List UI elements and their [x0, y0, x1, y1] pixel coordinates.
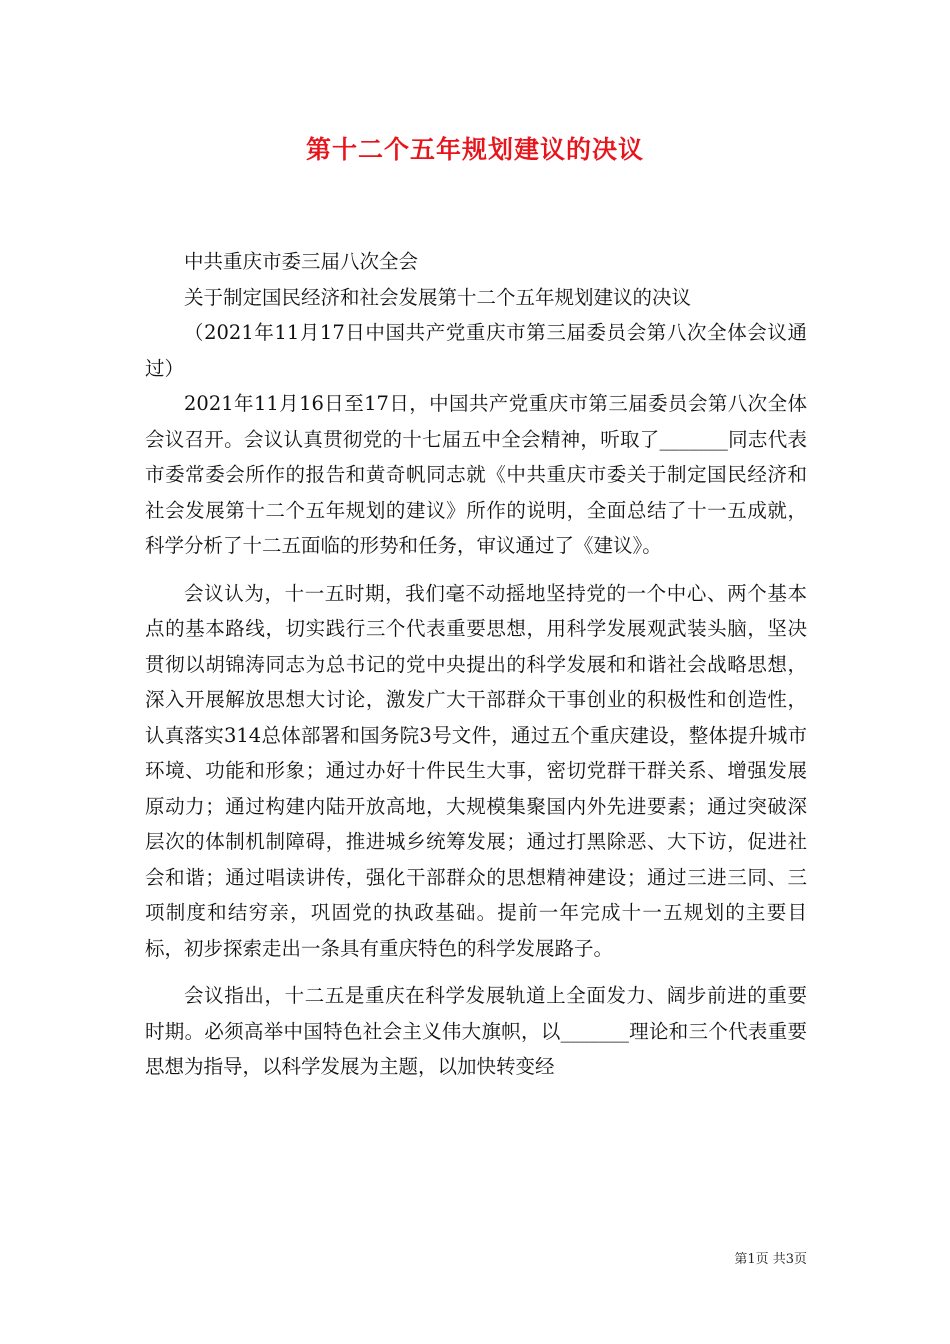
document-body — [145, 244, 807, 1085]
body-paragraph: 关于制定国民经济和社会发展第十二个五年规划建议的决议 — [184, 285, 692, 309]
body-paragraph: 会议认为，十一五时期，我们毫不动摇地坚持党的一个中心、两个基本点的基本路线，切实践行三个代表重要思想，用科学发展观武装头脑，坚决贯彻以胡锦涛同志为总书记的党中央提出的科学发展和和谐社会战略思想，深入开展解放思想大讨论，激发广大干部群众干事创业的积极性和创造性，认真落实314总体部署和国务院3号文件，通过五个重庆建设，整体提升城市环境、功能和形象；通过办好十件民生大事，密切党群干群关系、增强发展原动力；通过构建内陆开放高地，大规模集聚国内外先进要素；通过突破深层次的体制机制障碍，推进城乡统筹发展；通过打黑除恶、大下访，促进社会和谐；通过唱读讲传，强化干部群众的思想精神建设；通过三进三同、三项制度和结穷亲，巩固党的执政基础。提前一年完成十一五规划的主要目标，初步探索走出一条具有重庆特色的科学发展路子。 — [145, 581, 807, 960]
body-paragraph: 会议指出，十二五是重庆在科学发展轨道上全面发力、阔步前进的重要时期。必须高举中国特色社会主义伟大旗帜，以_______理论和三个代表重要思想为指导，以科学发展为主题，以加快转变经 — [145, 984, 807, 1078]
body-paragraph: （2021年11月17日中国共产党重庆市第三届委员会第八次全体会议通过） — [145, 321, 807, 380]
body-paragraph: 2021年11月16日至17日，中国共产党重庆市第三届委员会第八次全体会议召开。会议认真贯彻党的十七届五中全会精神，听取了_______同志代表市委常委会所作的报告和黄奇帆同志就《中共重庆市委关于制定国民经济和社会发展第十二个五年规划的建议》所作的说明，全面总结了十一五成就，科学分析了十二五面临的形势和任务，审议通过了《建议》。 — [145, 392, 807, 557]
document-title: 第十二个五年规划建议的决议 — [305, 135, 644, 164]
body-paragraph: 中共重庆市委三届八次全会 — [184, 250, 419, 273]
page-number: 第1页 共3页 — [734, 1252, 807, 1267]
